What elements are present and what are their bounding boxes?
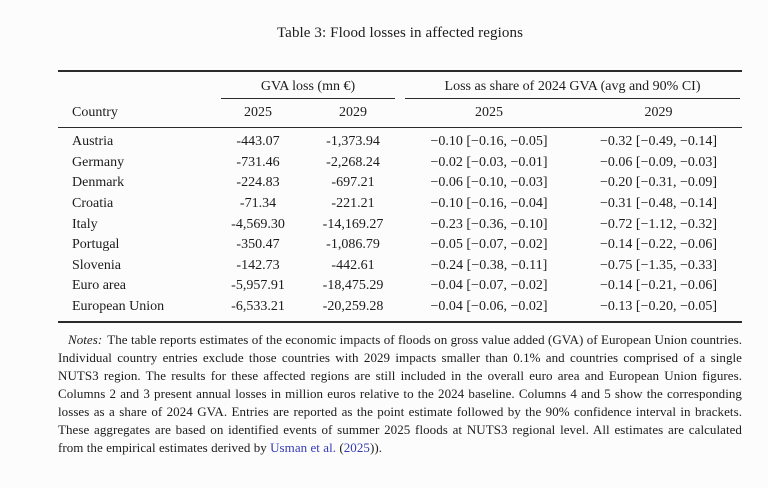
paper-page (58, 0, 742, 457)
group-header-gva-loss (213, 71, 403, 99)
column-header-row (58, 99, 742, 128)
group-header-row (58, 71, 742, 99)
share-2029-cell: −0.06 [−0.09, −0.03] (600, 154, 718, 170)
share-2025-cell: −0.23 [−0.36, −0.10] (430, 216, 548, 232)
country-cell: Germany (72, 154, 125, 170)
notes-paren: ( (336, 440, 344, 456)
group-header-spacer (58, 71, 213, 99)
gva-2029-cell: -221.21 (331, 196, 375, 212)
flood-losses-table (58, 70, 742, 323)
table-caption: Table 3: Flood losses in affected regions (276, 25, 524, 41)
gva-2025-cell: -4,569.30 (231, 216, 285, 232)
country-cell: Denmark (72, 175, 125, 191)
country-cell: Portugal (72, 237, 120, 253)
column-header-share-2025: 2025 (403, 99, 575, 128)
gva-2025-cell: -5,957.91 (231, 278, 285, 294)
gva-2029-cell: -14,169.27 (322, 216, 384, 232)
gva-2025-cell: -350.47 (236, 237, 280, 253)
column-header-gva-2025: 2025 (213, 99, 303, 128)
notes-body-text: The table reports estimates of the economic impacts of floods on gross value added (GVA) of European Union countries. Individual country entries exclude those countries with 2029 impacts smaller than 0.1% and countries comprised of a single NUTS3 region. The results for these affected regions are still included in the overall euro area and European Union figures. Columns 2 and 3 present annual losses in million euros relative to the 2024 baseline. Columns 4 and 5 show the corresponding losses as a share of 2024 GVA. Entries are reported as the point estimate followed by the 90% confidence interval in brackets. These aggregates are based on identified events of summer 2025 floods at NUTS3 regional level. All estimates are calculated from the empirical estimates derived by (58, 332, 742, 456)
group-header-gva-loss-label: GVA loss (mn €) (221, 75, 395, 99)
citation-link-author[interactable]: Usman et al. (270, 440, 337, 456)
column-header-gva-2029: 2029 (303, 99, 403, 128)
gva-2029-cell: -442.61 (331, 257, 375, 273)
table-row (58, 153, 742, 174)
share-2029-cell: −0.72 [−1.12, −0.32] (600, 216, 718, 232)
table-row (58, 214, 742, 235)
gva-2025-cell: -443.07 (236, 134, 280, 150)
share-2025-cell: −0.02 [−0.03, −0.01] (430, 154, 548, 170)
share-2025-cell: −0.10 [−0.16, −0.04] (430, 196, 548, 212)
share-2025-cell: −0.05 [−0.07, −0.02] (430, 237, 548, 253)
gva-2025-cell: -142.73 (236, 257, 280, 273)
share-2029-cell: −0.31 [−0.48, −0.14] (600, 196, 718, 212)
table-row (58, 194, 742, 215)
gva-2025-cell: -731.46 (236, 154, 280, 170)
table-notes (58, 331, 742, 457)
share-2025-cell: −0.10 [−0.16, −0.05] (430, 134, 548, 150)
country-cell: Austria (72, 134, 114, 150)
table-row (58, 235, 742, 256)
table-row (58, 256, 742, 277)
table-row (58, 128, 742, 153)
citation-link-year[interactable]: 2025 (343, 440, 370, 456)
gva-2029-cell: -697.21 (331, 175, 375, 191)
share-2029-cell: −0.32 [−0.49, −0.14] (600, 134, 718, 150)
share-2029-cell: −0.75 [−1.35, −0.33] (600, 257, 718, 273)
gva-2025-cell: -6,533.21 (231, 299, 285, 315)
gva-2025-cell: -224.83 (236, 175, 280, 191)
country-cell: Italy (72, 216, 98, 232)
share-2025-cell: −0.06 [−0.10, −0.03] (430, 175, 548, 191)
share-2029-cell: −0.14 [−0.22, −0.06] (600, 237, 718, 253)
gva-2029-cell: -2,268.24 (326, 154, 380, 170)
country-cell: Croatia (72, 196, 114, 212)
gva-2029-cell: -1,373.94 (326, 134, 380, 150)
gva-2025-cell: -71.34 (239, 196, 277, 212)
column-header-country: Country (58, 99, 213, 128)
column-header-share-2029: 2029 (575, 99, 742, 128)
table-body (58, 128, 742, 323)
share-2029-cell: −0.13 [−0.20, −0.05] (600, 299, 718, 315)
table-header (58, 71, 742, 128)
table-row (58, 276, 742, 297)
share-2025-cell: −0.04 [−0.06, −0.02] (430, 299, 548, 315)
country-cell: European Union (72, 299, 165, 315)
country-cell: Euro area (72, 278, 127, 294)
share-2029-cell: −0.20 [−0.31, −0.09] (600, 175, 718, 191)
share-2025-cell: −0.24 [−0.38, −0.11] (430, 257, 548, 273)
group-header-share (403, 71, 742, 99)
table-row (58, 173, 742, 194)
gva-2029-cell: -20,259.28 (322, 299, 384, 315)
table-row (58, 297, 742, 323)
gva-2029-cell: -18,475.29 (322, 278, 384, 294)
share-2025-cell: −0.04 [−0.07, −0.02] (430, 278, 548, 294)
group-header-share-label: Loss as share of 2024 GVA (avg and 90% CI) (405, 75, 740, 99)
notes-closing: )). (369, 440, 383, 456)
gva-2029-cell: -1,086.79 (326, 237, 380, 253)
notes-label: Notes: (68, 332, 103, 348)
share-2029-cell: −0.14 [−0.21, −0.06] (600, 278, 718, 294)
country-cell: Slovenia (72, 257, 121, 273)
